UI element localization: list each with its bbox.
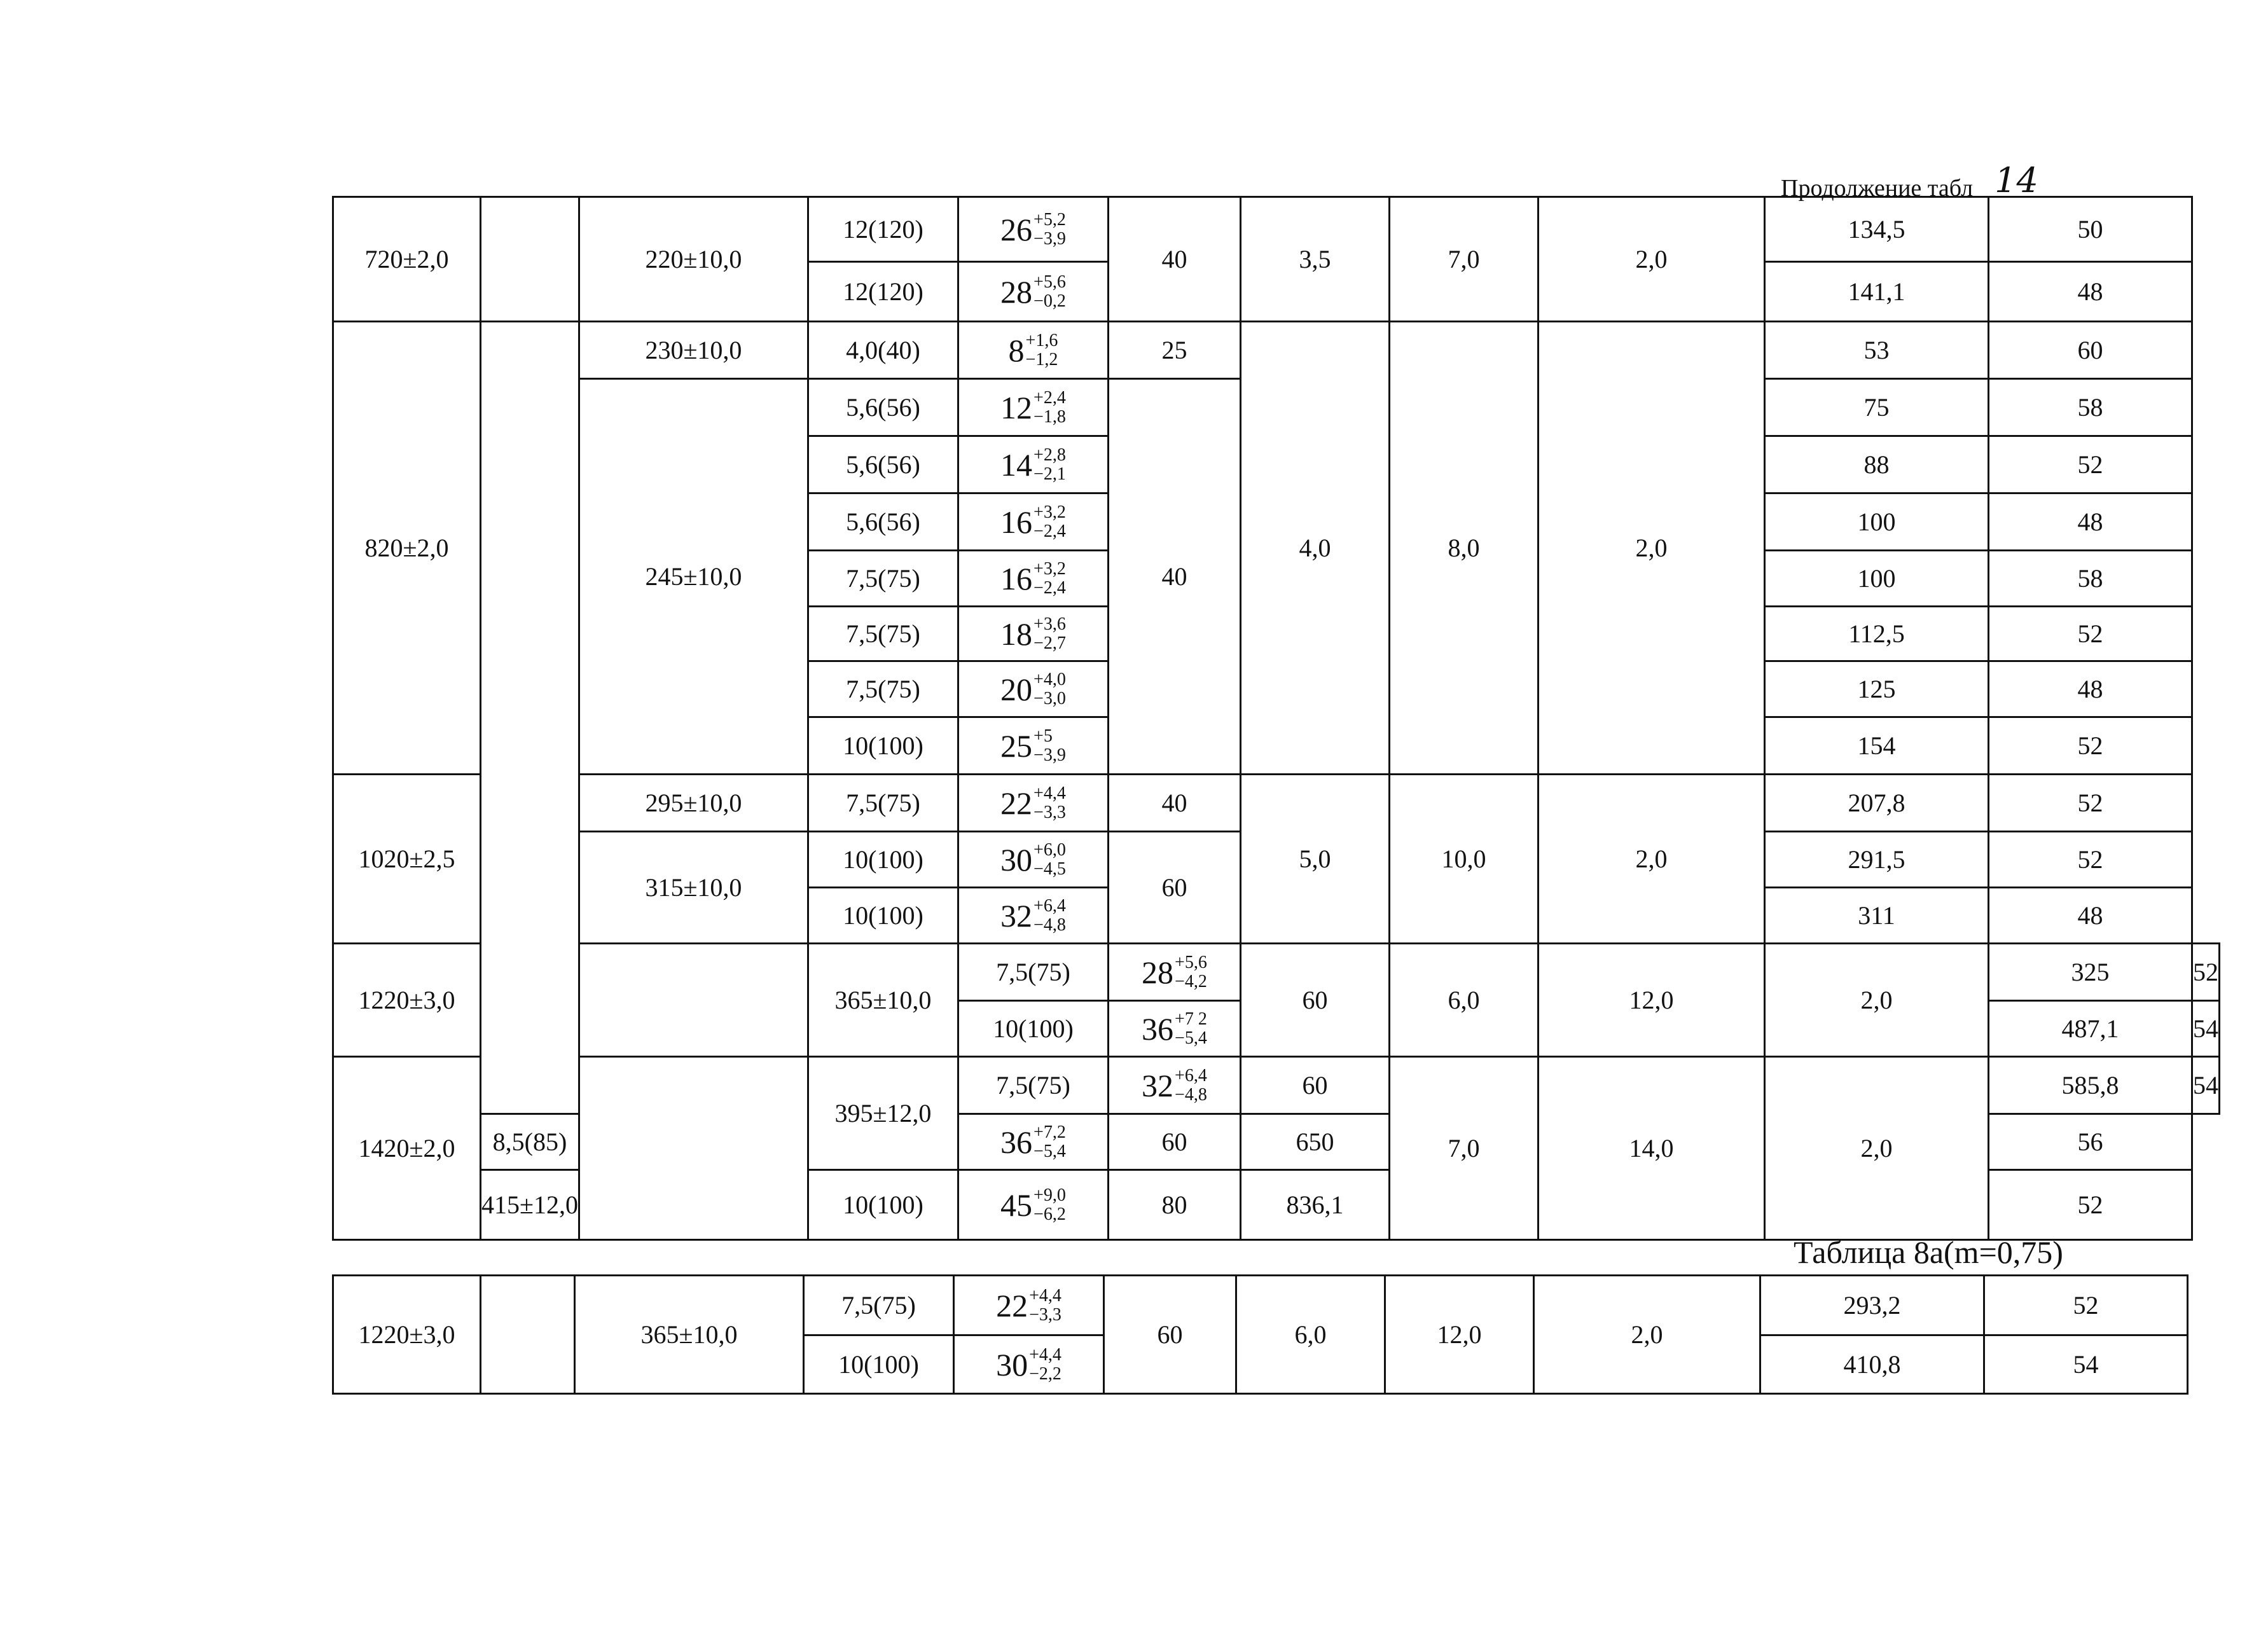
- deviations: [1034, 446, 1066, 483]
- table-8a: [332, 1274, 2188, 1395]
- tolerance-cell: [958, 1114, 1108, 1170]
- value-f-cell: 60: [1240, 1057, 1389, 1114]
- tolerance-cell: [958, 775, 1108, 832]
- nominal-value: 16: [1000, 504, 1033, 540]
- value-k-cell: 50: [1988, 197, 2192, 262]
- nominal-value: 30: [1000, 841, 1033, 878]
- value-f-cell: 25: [1108, 322, 1240, 379]
- tolerance-value: [1009, 331, 1058, 369]
- value-i-cell: 2,0: [1764, 1057, 1988, 1240]
- nominal-value: 26: [1000, 211, 1033, 247]
- tolerance-cell: [954, 1335, 1104, 1394]
- empty-cell: [579, 1057, 808, 1240]
- lower-deviation: −4,5: [1034, 859, 1066, 879]
- nominal-value: 45: [1000, 1187, 1033, 1223]
- diameter-cell: 720±2,0: [333, 197, 481, 322]
- value-f-cell: 40: [1108, 775, 1240, 832]
- mass-cell: 293,2: [1760, 1276, 1984, 1335]
- tolerance-cell: [1108, 944, 1240, 1001]
- lower-deviation: −3,0: [1034, 688, 1066, 708]
- mass-cell: 75: [1764, 379, 1988, 436]
- lower-deviation: −2,7: [1034, 633, 1066, 653]
- lower-deviation: −3,3: [1029, 1304, 1061, 1325]
- tolerance-cell: [958, 717, 1108, 775]
- value-f-cell: 60: [1240, 944, 1389, 1057]
- tolerance-value: [1000, 1123, 1066, 1161]
- value-k-cell: 60: [1988, 322, 2192, 379]
- value-i-cell: 2,0: [1538, 775, 1764, 944]
- value-k-cell: 54: [2192, 1001, 2219, 1057]
- value-k-cell: 52: [2192, 944, 2219, 1001]
- pressure-cell: 4,0(40): [808, 322, 958, 379]
- value-i-cell: 2,0: [1534, 1276, 1760, 1394]
- deviations: [1034, 615, 1066, 652]
- nominal-value: 22: [1000, 785, 1033, 821]
- value-h-cell: 8,0: [1389, 322, 1538, 775]
- width-cell: 415±12,0: [481, 1170, 579, 1240]
- pressure-cell: 7,5(75): [808, 775, 958, 832]
- deviations: [1034, 727, 1066, 764]
- continuation-label: Продолжение табл: [1781, 175, 1974, 202]
- mass-cell: 410,8: [1760, 1335, 1984, 1394]
- upper-deviation: +2,4: [1034, 388, 1066, 408]
- nominal-value: 30: [996, 1346, 1028, 1383]
- upper-deviation: +3,2: [1034, 559, 1066, 579]
- tolerance-value: [1000, 615, 1066, 652]
- value-g-cell: 6,0: [1236, 1276, 1385, 1394]
- deviations: [1034, 670, 1066, 708]
- main-table: [332, 196, 2220, 1241]
- upper-deviation: +5,6: [1175, 953, 1207, 973]
- value-f-cell: 40: [1108, 379, 1240, 775]
- mass-cell: 112,5: [1764, 607, 1988, 661]
- pressure-cell: 8,5(85): [481, 1114, 579, 1170]
- tolerance-cell: [958, 661, 1108, 717]
- value-f-cell: 40: [1108, 197, 1240, 322]
- diameter-cell: 1220±3,0: [333, 1276, 481, 1394]
- tolerance-value: [1000, 273, 1066, 310]
- mass-cell: 100: [1764, 551, 1988, 607]
- upper-deviation: +5,6: [1034, 272, 1066, 293]
- tolerance-value: [1142, 953, 1207, 991]
- lower-deviation: −4,8: [1175, 1084, 1207, 1105]
- pressure-cell: 12(120): [808, 197, 958, 262]
- nominal-value: 32: [1000, 897, 1033, 934]
- nominal-value: 18: [1000, 616, 1033, 652]
- upper-deviation: +3,2: [1034, 502, 1066, 523]
- tolerance-value: [1000, 784, 1066, 822]
- pressure-cell: 10(100): [804, 1335, 954, 1394]
- value-k-cell: 52: [1988, 436, 2192, 493]
- value-h-cell: 12,0: [1385, 1276, 1534, 1394]
- tolerance-cell: [1108, 1001, 1240, 1057]
- diameter-cell: 820±2,0: [333, 322, 481, 775]
- upper-deviation: +4,4: [1029, 1286, 1061, 1306]
- value-g-cell: 5,0: [1240, 775, 1389, 944]
- pressure-cell: 10(100): [958, 1001, 1108, 1057]
- deviations: [1034, 560, 1066, 597]
- value-i-cell: 2,0: [1764, 944, 1988, 1057]
- value-k-cell: 48: [1988, 661, 2192, 717]
- deviations: [1034, 503, 1066, 541]
- deviations: [1034, 897, 1066, 934]
- value-k-cell: 54: [2192, 1057, 2219, 1114]
- value-k-cell: 52: [1988, 1170, 2192, 1240]
- nominal-value: 25: [1000, 728, 1033, 764]
- tolerance-value: [1000, 446, 1066, 483]
- mass-cell: 650: [1240, 1114, 1389, 1170]
- empty-cell: [481, 322, 579, 1114]
- upper-deviation: +7 2: [1175, 1009, 1207, 1030]
- lower-deviation: −3,9: [1034, 228, 1066, 249]
- value-k-cell: 54: [1984, 1335, 2188, 1394]
- tolerance-cell: [958, 262, 1108, 322]
- tolerance-cell: [958, 1170, 1108, 1240]
- width-cell: 365±10,0: [575, 1276, 804, 1394]
- table-row: [333, 775, 2220, 832]
- width-cell: 220±10,0: [579, 197, 808, 322]
- lower-deviation: −3,3: [1034, 802, 1066, 822]
- deviations: [1034, 841, 1066, 878]
- mass-cell: 325: [1988, 944, 2192, 1001]
- lower-deviation: −3,9: [1034, 745, 1066, 765]
- lower-deviation: −1,2: [1025, 349, 1058, 369]
- lower-deviation: −2,1: [1034, 464, 1066, 484]
- tolerance-cell: [958, 379, 1108, 436]
- value-h-cell: 14,0: [1538, 1057, 1764, 1240]
- value-k-cell: 52: [1988, 775, 2192, 832]
- tolerance-cell: [958, 888, 1108, 944]
- diameter-cell: 1420±2,0: [333, 1057, 481, 1240]
- table-row: [333, 322, 2220, 379]
- tolerance-cell: [958, 493, 1108, 551]
- lower-deviation: −1,8: [1034, 406, 1066, 427]
- deviations: [1034, 1123, 1066, 1161]
- mass-cell: 100: [1764, 493, 1988, 551]
- table-row: [333, 1057, 2220, 1114]
- tolerance-cell: [958, 607, 1108, 661]
- pressure-cell: 5,6(56): [808, 493, 958, 551]
- deviations: [1175, 953, 1207, 991]
- nominal-value: 16: [1000, 560, 1033, 597]
- nominal-value: 28: [1000, 273, 1033, 310]
- tolerance-value: [1000, 389, 1066, 426]
- empty-cell: [579, 944, 808, 1057]
- value-k-cell: 56: [1988, 1114, 2192, 1170]
- deviations: [1034, 210, 1066, 248]
- upper-deviation: +4,4: [1029, 1345, 1061, 1365]
- upper-deviation: +4,0: [1034, 670, 1066, 690]
- value-k-cell: 48: [1988, 262, 2192, 322]
- tolerance-cell: [958, 832, 1108, 888]
- upper-deviation: +2,8: [1034, 445, 1066, 466]
- value-k-cell: 48: [1988, 888, 2192, 944]
- tolerance-value: [1000, 503, 1066, 541]
- pressure-cell: 12(120): [808, 262, 958, 322]
- value-f-cell: 80: [1108, 1170, 1240, 1240]
- lower-deviation: −4,8: [1034, 914, 1066, 935]
- upper-deviation: +1,6: [1025, 331, 1058, 351]
- width-cell: 395±12,0: [808, 1057, 958, 1170]
- tolerance-value: [1000, 210, 1066, 248]
- mass-cell: 125: [1764, 661, 1988, 717]
- deviations: [1029, 1346, 1061, 1383]
- tolerance-cell: [958, 551, 1108, 607]
- deviations: [1034, 1186, 1066, 1224]
- diameter-cell: 1220±3,0: [333, 944, 481, 1057]
- pressure-cell: 7,5(75): [808, 551, 958, 607]
- deviations: [1034, 273, 1066, 310]
- mass-cell: 311: [1764, 888, 1988, 944]
- mass-cell: 207,8: [1764, 775, 1988, 832]
- table-row: [333, 944, 2220, 1001]
- value-k-cell: 58: [1988, 379, 2192, 436]
- tolerance-value: [1142, 1066, 1207, 1104]
- tolerance-cell: [958, 322, 1108, 379]
- pressure-cell: 5,6(56): [808, 379, 958, 436]
- mass-cell: 836,1: [1240, 1170, 1389, 1240]
- lower-deviation: −5,4: [1034, 1141, 1066, 1161]
- tolerance-value: [1000, 841, 1066, 878]
- upper-deviation: +3,6: [1034, 614, 1066, 635]
- lower-deviation: −2,4: [1034, 577, 1066, 598]
- table-row: [333, 1276, 2188, 1335]
- nominal-value: 28: [1142, 954, 1174, 990]
- width-cell: 230±10,0: [579, 322, 808, 379]
- deviations: [1029, 1287, 1061, 1324]
- mass-cell: 134,5: [1764, 197, 1988, 262]
- tolerance-value: [996, 1287, 1061, 1324]
- pressure-cell: 5,6(56): [808, 436, 958, 493]
- lower-deviation: −4,2: [1175, 971, 1207, 991]
- pressure-cell: 7,5(75): [808, 661, 958, 717]
- upper-deviation: +6,0: [1034, 840, 1066, 860]
- pressure-cell: 10(100): [808, 717, 958, 775]
- tolerance-value: [1000, 897, 1066, 934]
- lower-deviation: −5,4: [1175, 1028, 1207, 1048]
- tolerance-cell: [954, 1276, 1104, 1335]
- nominal-value: 8: [1008, 332, 1025, 368]
- table-row: [333, 197, 2220, 262]
- table-number: 14: [1995, 160, 2038, 200]
- tolerance-value: [1000, 727, 1066, 764]
- value-f-cell: 60: [1108, 1114, 1240, 1170]
- nominal-value: 32: [1142, 1067, 1174, 1103]
- value-h-cell: 10,0: [1389, 775, 1538, 944]
- value-h-cell: 7,0: [1389, 197, 1538, 322]
- mass-cell: 88: [1764, 436, 1988, 493]
- upper-deviation: +6,4: [1034, 896, 1066, 916]
- nominal-value: 36: [1000, 1124, 1033, 1160]
- tolerance-value: [1000, 1186, 1066, 1224]
- empty-cell: [481, 197, 579, 322]
- tolerance-cell: [958, 436, 1108, 493]
- upper-deviation: +5,2: [1034, 210, 1066, 230]
- value-f-cell: 60: [1104, 1276, 1236, 1394]
- value-h-cell: 12,0: [1538, 944, 1764, 1057]
- tolerance-cell: [958, 197, 1108, 262]
- mass-cell: 53: [1764, 322, 1988, 379]
- deviations: [1034, 389, 1066, 426]
- nominal-value: 22: [996, 1287, 1028, 1323]
- value-k-cell: 48: [1988, 493, 2192, 551]
- tolerance-value: [1142, 1010, 1207, 1047]
- tolerance-value: [1000, 560, 1066, 597]
- mass-cell: 154: [1764, 717, 1988, 775]
- pressure-cell: 10(100): [808, 888, 958, 944]
- upper-deviation: +9,0: [1034, 1185, 1066, 1206]
- width-cell: 315±10,0: [579, 832, 808, 944]
- value-k-cell: 58: [1988, 551, 2192, 607]
- upper-deviation: +5: [1034, 726, 1053, 747]
- lower-deviation: −2,2: [1029, 1363, 1061, 1384]
- value-k-cell: 52: [1988, 717, 2192, 775]
- lower-deviation: −2,4: [1034, 521, 1066, 541]
- pressure-cell: 7,5(75): [958, 1057, 1108, 1114]
- upper-deviation: +4,4: [1034, 783, 1066, 804]
- pressure-cell: 7,5(75): [804, 1276, 954, 1335]
- upper-deviation: +6,4: [1175, 1066, 1207, 1086]
- tolerance-value: [996, 1346, 1061, 1383]
- tolerance-value: [1000, 670, 1066, 708]
- deviations: [1175, 1010, 1207, 1047]
- width-cell: 365±10,0: [808, 944, 958, 1057]
- mass-cell: 291,5: [1764, 832, 1988, 888]
- mass-cell: 141,1: [1764, 262, 1988, 322]
- deviations: [1034, 784, 1066, 822]
- pressure-cell: 10(100): [808, 832, 958, 888]
- value-i-cell: 2,0: [1538, 322, 1764, 775]
- value-g-cell: 4,0: [1240, 322, 1389, 775]
- nominal-value: 20: [1000, 671, 1033, 707]
- nominal-value: 36: [1142, 1011, 1174, 1047]
- deviations: [1026, 331, 1058, 369]
- mass-cell: 585,8: [1988, 1057, 2192, 1114]
- pressure-cell: 7,5(75): [808, 607, 958, 661]
- lower-deviation: −6,2: [1034, 1204, 1066, 1224]
- upper-deviation: +7,2: [1034, 1122, 1066, 1143]
- nominal-value: 14: [1000, 446, 1033, 483]
- diameter-cell: 1020±2,5: [333, 775, 481, 944]
- value-i-cell: 2,0: [1538, 197, 1764, 322]
- table-8a-caption: Таблица 8а(m=0,75): [1794, 1234, 2063, 1270]
- tolerance-cell: [1108, 1057, 1240, 1114]
- nominal-value: 12: [1000, 389, 1033, 425]
- value-g-cell: 3,5: [1240, 197, 1389, 322]
- value-k-cell: 52: [1984, 1276, 2188, 1335]
- value-k-cell: 52: [1988, 832, 2192, 888]
- pressure-cell: 7,5(75): [958, 944, 1108, 1001]
- mass-cell: 487,1: [1988, 1001, 2192, 1057]
- empty-cell: [481, 1276, 575, 1394]
- width-cell: 245±10,0: [579, 379, 808, 775]
- lower-deviation: −0,2: [1034, 291, 1066, 311]
- width-cell: 295±10,0: [579, 775, 808, 832]
- pressure-cell: 10(100): [808, 1170, 958, 1240]
- value-f-cell: 60: [1108, 832, 1240, 944]
- value-g-cell: 7,0: [1389, 1057, 1538, 1240]
- value-g-cell: 6,0: [1389, 944, 1538, 1057]
- deviations: [1175, 1066, 1207, 1104]
- value-k-cell: 52: [1988, 607, 2192, 661]
